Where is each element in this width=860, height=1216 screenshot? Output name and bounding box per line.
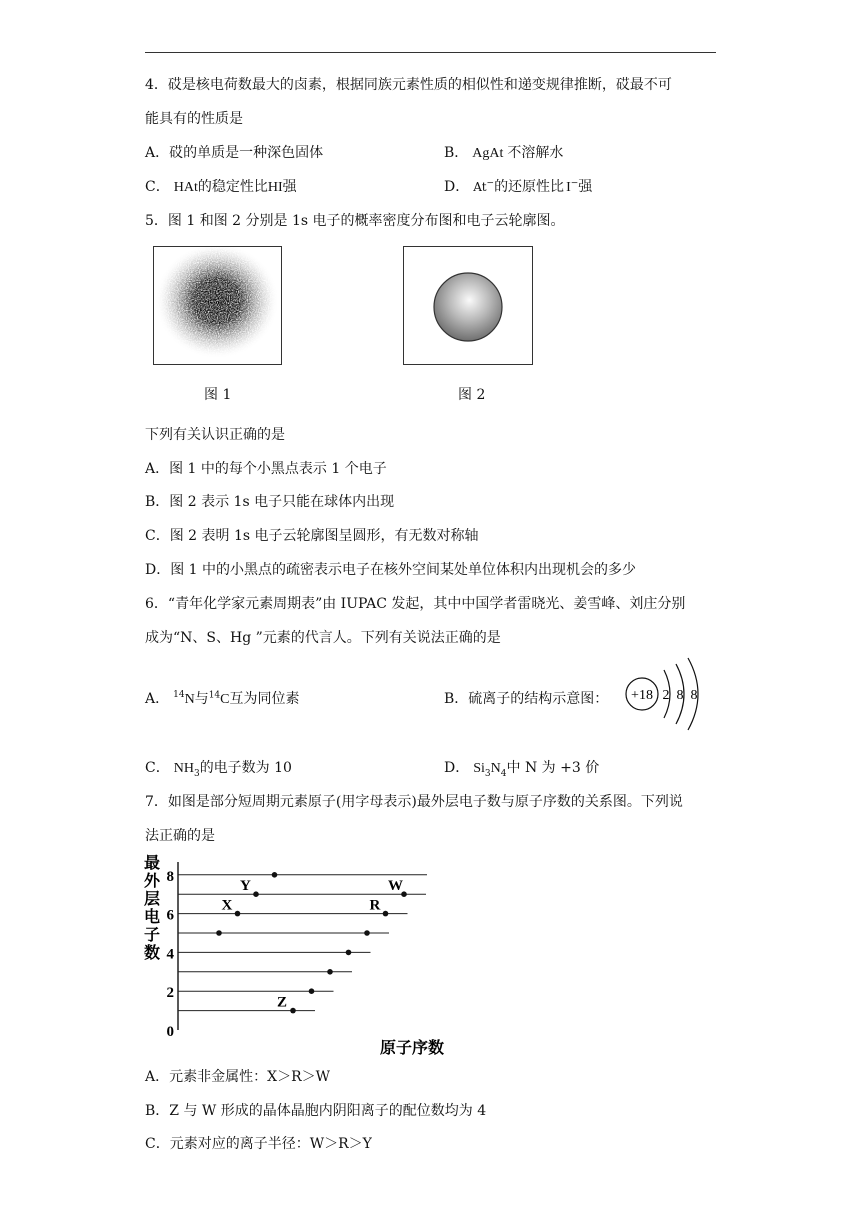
q5-question: 下列有关认识正确的是	[145, 427, 285, 443]
chart-x-axis-label: 原子序数	[380, 1038, 445, 1057]
chart-point	[272, 872, 278, 878]
chart-point	[364, 930, 370, 936]
chart-point-label: W	[388, 878, 403, 895]
shell-1-count: 2	[662, 688, 670, 703]
figure-1-probability-density	[153, 246, 282, 365]
chart-point-label: Z	[277, 994, 288, 1011]
outer-electron-chart	[140, 852, 460, 1062]
chart-y-label-char: 最	[144, 853, 161, 872]
chart-y-tick-label: 8	[166, 868, 174, 885]
outer-electron-chart-svg	[140, 852, 460, 1062]
q7-stem-line2: 法正确的是	[145, 828, 215, 844]
chart-y-label-char: 数	[144, 943, 161, 962]
chart-point	[290, 1008, 296, 1014]
q4-option-d: D． At−的还原性比 I−强	[444, 178, 593, 195]
q7-option-a: A．元素非金属性：X＞R＞W	[145, 1069, 331, 1085]
q5-option-c: C．图 2 表明 1s 电子云轮廓图呈圆形，有无数对称轴	[145, 528, 479, 544]
chart-point-label: Y	[240, 878, 251, 895]
chart-point-label: X	[221, 897, 233, 914]
chart-point	[383, 911, 389, 917]
q7-stem-line1: 7．如图是部分短周期元素原子(用字母表示)最外层电子数与原子序数的关系图。下列说	[145, 794, 683, 810]
chart-point	[235, 911, 241, 917]
chart-y-label-char: 子	[144, 925, 161, 944]
q6-stem-line1: 6．“青年化学家元素周期表”由 IUPAC 发起，其中中国学者雷晓光、姜雪峰、刘庄分别	[145, 596, 686, 612]
q6-option-b: B．硫离子的结构示意图：	[444, 691, 609, 707]
chart-point	[253, 891, 259, 897]
q7-option-b: B．Z 与 W 形成的晶体晶胞内阴阳离子的配位数均为 4	[145, 1103, 487, 1119]
q6-option-c: C． $NH_3$的电子数为 10	[145, 760, 292, 779]
chart-point	[327, 969, 333, 975]
q4-stem-line2: 能具有的性质是	[145, 111, 243, 127]
sulfide-ion-structure-diagram	[622, 656, 722, 736]
q4-option-a: A．砹的单质是一种深色固体	[145, 145, 324, 161]
q5-option-b: B．图 2 表示 1s 电子只能在球体内出现	[145, 494, 395, 510]
q7-option-c: C．元素对应的离子半径：W＞R＞Y	[145, 1136, 372, 1152]
figure-2-caption: 图 2	[458, 387, 486, 403]
q5-option-d: D．图 1 中的小黑点的疏密表示电子在核外空间某处单位体积内出现机会的多少	[145, 562, 637, 578]
nucleus-charge: +18	[631, 688, 653, 703]
q5-stem: 5．图 1 和图 2 分别是 1s 电子的概率密度分布图和电子云轮廓图。	[145, 213, 565, 229]
shell-3-count: 8	[690, 688, 698, 703]
chart-point	[216, 930, 222, 936]
q5-option-a: A．图 1 中的每个小黑点表示 1 个电子	[145, 461, 387, 477]
chart-point	[309, 988, 315, 994]
q6-option-a: A． $^{14}$N与$^{14}$C互为同位素	[145, 690, 300, 707]
chart-y-tick-label: 6	[166, 907, 174, 924]
top-rule	[145, 52, 716, 53]
chart-y-axis-label	[144, 853, 161, 962]
q4-stem-line1: 4．砹是核电荷数最大的卤素，根据同族元素性质的相似性和递变规律推断，砹最不可	[145, 77, 672, 93]
chart-y-tick-label: 4	[166, 946, 174, 963]
q6-stem-line2: 成为“N、S、Hg ”元素的代言人。下列有关说法正确的是	[145, 630, 501, 646]
shell-2-count: 8	[676, 688, 684, 703]
electron-dot-cloud-image	[154, 247, 281, 364]
sphere-image	[404, 247, 532, 364]
figure-2-electron-cloud-contour	[403, 246, 533, 365]
chart-y-tick-label: 2	[166, 985, 174, 1002]
chart-point-label: R	[369, 897, 381, 914]
q4-option-c: C． HAt的稳定性比HI强	[145, 179, 297, 195]
chart-y-label-char: 外	[144, 871, 161, 890]
chart-y-label-char: 电	[144, 907, 161, 926]
chart-y-tick-label: 0	[166, 1024, 174, 1040]
q4-option-b: B． AgAt 不溶解水	[444, 145, 564, 161]
figure-1-caption: 图 1	[204, 387, 232, 403]
chart-point	[346, 950, 352, 956]
q6-option-d: D． $Si_3N_4$中 N 为 +3 价	[444, 760, 600, 779]
chart-y-label-char: 层	[144, 889, 161, 908]
